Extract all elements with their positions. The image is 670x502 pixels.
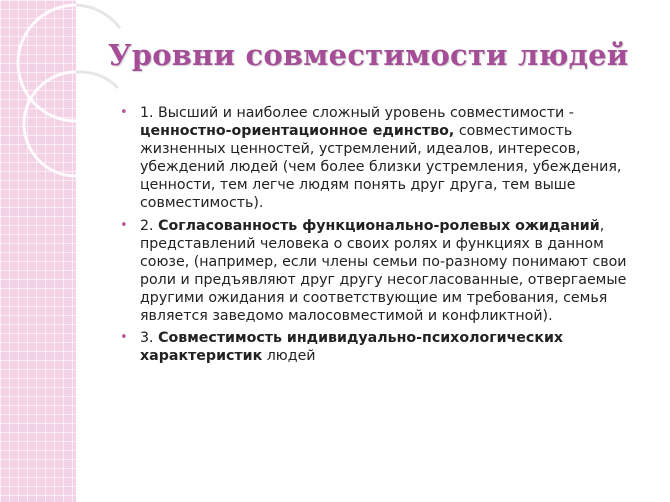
bullet-icon: • — [120, 330, 128, 346]
decorative-ring-outer-ext — [76, 5, 120, 28]
bullet-icon: • — [120, 105, 128, 120]
slide-title: Уровни совместимости людей — [108, 38, 629, 72]
item-number: 2. — [140, 217, 154, 234]
list-item-2 — [120, 217, 645, 326]
decorative-ring-inner-ext — [76, 72, 118, 88]
item-text-post: , представлений человека о своих ролях и функциях в данном союзе, (например, если члены семьи по-разному понимают свои роли и предъявляют друг другу несогласованные, отвергаемые другими ожидания и соответствующие им требования, семья является заведомо малосовместимой и конфликтной). — [140, 217, 627, 325]
item-text-bold: Согласованность функционально-ролевых ожиданий — [158, 217, 600, 234]
list-item-1 — [120, 104, 645, 213]
item-number: 3. — [140, 330, 154, 347]
list-item-3 — [120, 329, 645, 365]
item-text-post: людей — [262, 348, 316, 365]
item-text-pre: Высший и наиболее сложный уровень совместимости - — [153, 105, 574, 121]
item-text-post: совместимость жизненных ценностей, устремлений, идеалов, интересов, убеждений людей (чем более близки устремления, убеждения, ценности, тем легче людям понять друг друга, тем выше совместимость). — [140, 123, 622, 212]
item-text-bold: ценностно-ориентационное единство, — [140, 123, 455, 140]
item-number: 1. — [140, 105, 154, 121]
item-text-bold: Совместимость индивидуально-психологических характеристик — [140, 330, 564, 365]
decorative-ring-inner — [24, 72, 76, 176]
slide-content — [120, 104, 645, 369]
bullet-icon: • — [120, 217, 128, 233]
